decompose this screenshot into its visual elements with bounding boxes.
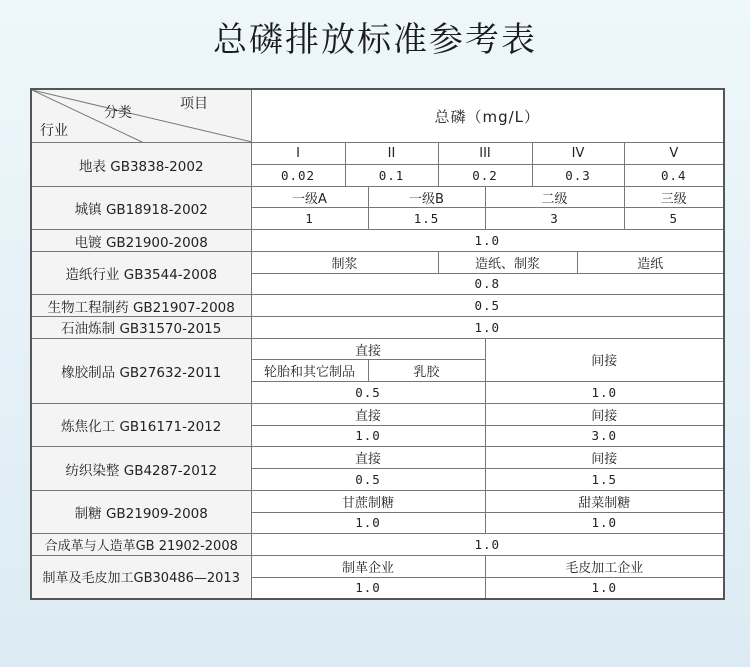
industry-leather-syn: 合成革与人造革GB 21902-2008 bbox=[31, 534, 251, 556]
grade-label: IV bbox=[532, 143, 624, 165]
industry-electroplate: 电镀 GB21900-2008 bbox=[31, 230, 251, 252]
type-label: 甘蔗制糖 bbox=[251, 490, 485, 512]
grade-value: 0.2 bbox=[438, 165, 532, 187]
table-row bbox=[31, 534, 724, 556]
grade-label: 一级B bbox=[368, 186, 485, 208]
table-row bbox=[31, 490, 724, 512]
industry-coking: 炼焦化工 GB16171-2012 bbox=[31, 403, 251, 446]
grade-label: 三级 bbox=[624, 186, 724, 208]
grade-value: 1.5 bbox=[368, 208, 485, 230]
diagonal-header-cell bbox=[31, 89, 251, 143]
table-row bbox=[31, 338, 724, 360]
type-value: 1.0 bbox=[485, 512, 724, 534]
grade-value: 0.1 bbox=[345, 165, 438, 187]
indirect-label: 间接 bbox=[485, 447, 724, 469]
type-label: 制革企业 bbox=[251, 555, 485, 577]
indirect-value: 1.0 bbox=[485, 382, 724, 404]
type-label: 制浆 bbox=[251, 251, 438, 273]
type-value: 1.0 bbox=[251, 577, 485, 599]
header-industry-label: 行业 bbox=[40, 123, 68, 139]
indirect-label: 间接 bbox=[485, 403, 724, 425]
grade-label: 一级A bbox=[251, 186, 368, 208]
grade-value: 5 bbox=[624, 208, 724, 230]
table-row bbox=[31, 230, 724, 252]
industry-urban: 城镇 GB18918-2002 bbox=[31, 186, 251, 229]
grade-label: 二级 bbox=[485, 186, 624, 208]
direct-label: 直接 bbox=[251, 338, 485, 360]
table-header-row bbox=[31, 89, 724, 143]
table-row bbox=[31, 186, 724, 208]
limit-value: 1.0 bbox=[251, 534, 724, 556]
grade-label: III bbox=[438, 143, 532, 165]
table-row bbox=[31, 403, 724, 425]
type-label: 造纸 bbox=[577, 251, 724, 273]
industry-surface: 地表 GB3838-2002 bbox=[31, 143, 251, 186]
table-row bbox=[31, 555, 724, 577]
industry-leather: 制革及毛皮加工GB30486—2013 bbox=[31, 555, 251, 599]
industry-sugar: 制糖 GB21909-2008 bbox=[31, 490, 251, 533]
header-total-p: 总磷（mg/L） bbox=[251, 89, 724, 143]
industry-paper: 造纸行业 GB3544-2008 bbox=[31, 251, 251, 294]
grade-value: 3 bbox=[485, 208, 624, 230]
industry-rubber: 橡胶制品 GB27632-2011 bbox=[31, 338, 251, 403]
grade-label: V bbox=[624, 143, 724, 165]
direct-value: 0.5 bbox=[251, 469, 485, 491]
direct-value: 0.5 bbox=[251, 382, 485, 404]
phosphorus-standards-table bbox=[30, 88, 725, 600]
grade-value: 0.02 bbox=[251, 165, 345, 187]
type-label: 乳胶 bbox=[368, 360, 485, 382]
table-row bbox=[31, 447, 724, 469]
direct-value: 1.0 bbox=[251, 425, 485, 447]
direct-label: 直接 bbox=[251, 447, 485, 469]
indirect-label: 间接 bbox=[485, 338, 724, 381]
type-label: 甜菜制糖 bbox=[485, 490, 724, 512]
type-label: 造纸、制浆 bbox=[438, 251, 577, 273]
header-project-label: 项目 bbox=[180, 96, 208, 112]
grade-value: 1 bbox=[251, 208, 368, 230]
table-row bbox=[31, 295, 724, 317]
type-label: 毛皮加工企业 bbox=[485, 555, 724, 577]
limit-value: 1.0 bbox=[251, 317, 724, 339]
industry-bio: 生物工程制药 GB21907-2008 bbox=[31, 295, 251, 317]
limit-value: 1.0 bbox=[251, 230, 724, 252]
limit-value: 0.8 bbox=[251, 273, 724, 295]
grade-label: II bbox=[345, 143, 438, 165]
limit-value: 0.5 bbox=[251, 295, 724, 317]
industry-petro: 石油炼制 GB31570-2015 bbox=[31, 317, 251, 339]
grade-label: I bbox=[251, 143, 345, 165]
industry-textile: 纺织染整 GB4287-2012 bbox=[31, 447, 251, 490]
direct-label: 直接 bbox=[251, 403, 485, 425]
indirect-value: 3.0 bbox=[485, 425, 724, 447]
grade-value: 0.4 bbox=[624, 165, 724, 187]
type-value: 1.0 bbox=[485, 577, 724, 599]
header-category-label: 分类 bbox=[104, 105, 132, 121]
type-value: 1.0 bbox=[251, 512, 485, 534]
page-title: 总磷排放标准参考表 bbox=[213, 20, 537, 60]
table-row bbox=[31, 143, 724, 165]
grade-value: 0.3 bbox=[532, 165, 624, 187]
type-label: 轮胎和其它制品 bbox=[251, 360, 368, 382]
indirect-value: 1.5 bbox=[485, 469, 724, 491]
table-row bbox=[31, 317, 724, 339]
table-row bbox=[31, 251, 724, 273]
